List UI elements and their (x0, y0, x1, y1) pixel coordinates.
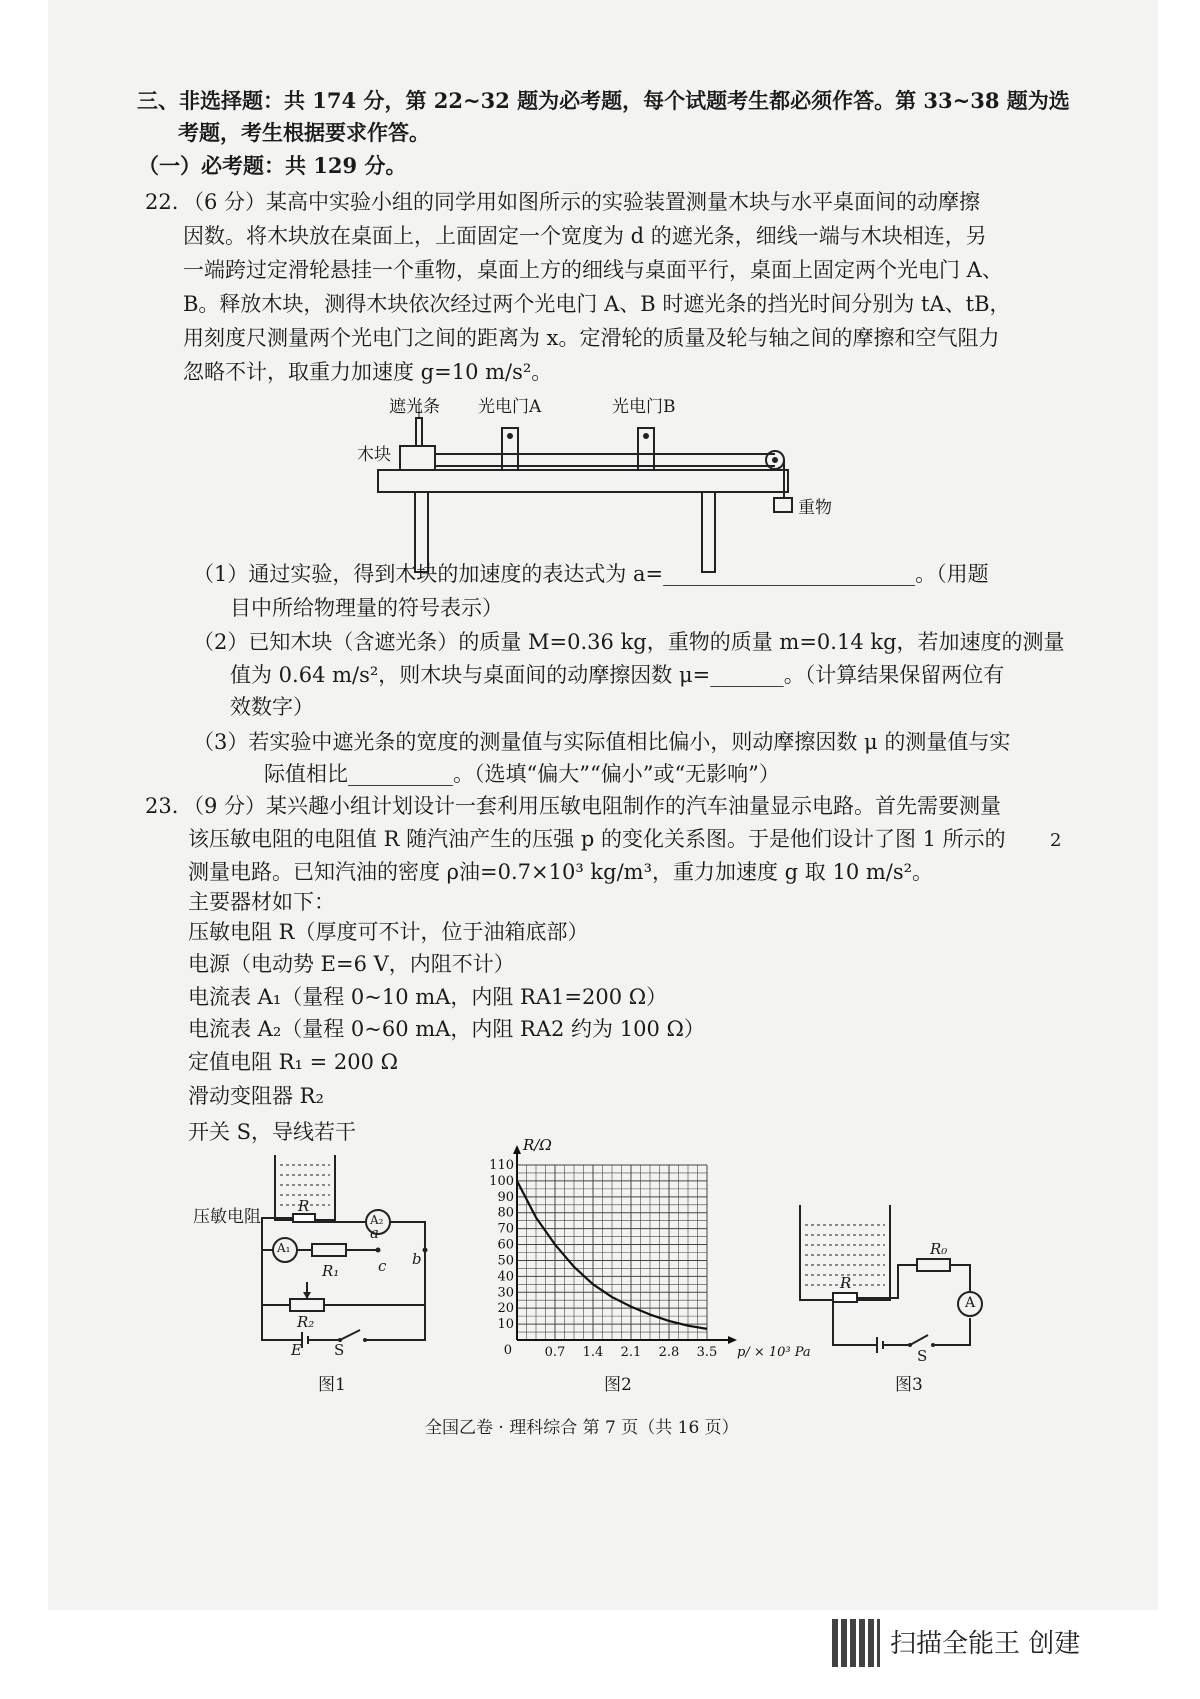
figure-2-chart (470, 1136, 811, 1360)
fig3-s-label: S (917, 1347, 928, 1365)
wood-block (400, 446, 435, 470)
y-tick-label: 40 (497, 1269, 514, 1285)
y-tick-label: 50 (497, 1253, 514, 1269)
q22-part1-line2: 目中所给物理量的符号表示） (230, 596, 503, 620)
fig1-b-label: b (412, 1250, 422, 1268)
section-heading-cont: 考题，考生根据要求作答。 (178, 120, 430, 145)
page-footer: 全国乙卷 · 理科综合 第 7 页（共 16 页） (425, 1418, 739, 1438)
shading-strip-label: 遮光条 (389, 397, 440, 417)
fig3-r0-label: R₀ (930, 1240, 948, 1258)
rheostat-r2 (290, 1299, 324, 1311)
q22-part3-line1: （3）若实验中遮光条的宽度的测量值与实际值相比偏小，则动摩擦因数 μ 的测量值与实 (193, 730, 1011, 754)
q22-line-4: B。释放木块，测得木块依次经过两个光电门 A、B 时遮光条的挡光时间分别为 tA、tB， (183, 292, 1011, 316)
fig3-caption: 图3 (895, 1375, 923, 1395)
switch-s (340, 1330, 360, 1340)
x-tick-label: 2.1 (620, 1345, 642, 1360)
q22-part2-line1: （2）已知木块（含遮光条）的质量 M=0.36 kg，重物的质量 m=0.14 kg，若加速度的测量 (193, 630, 1065, 654)
fig2-caption: 图2 (604, 1375, 632, 1395)
x-tick-label: 0.7 (544, 1345, 566, 1360)
shading-strip (416, 418, 422, 446)
q22-line-3: 一端跨过定滑轮悬挂一个重物，桌面上方的细线与桌面平行，桌面上固定两个光电门 A、 (183, 258, 1003, 282)
fig1-r2-label: R₂ (297, 1313, 315, 1331)
q22-part2-line2: 值为 0.64 m/s²，则木块与桌面间的动摩擦因数 μ=_______。（计算结果保留两位有 (230, 663, 1005, 687)
y-tick-label: 20 (497, 1301, 514, 1317)
sensor-label: 压敏电阻 (193, 1207, 261, 1227)
y-tick-label: 110 (489, 1158, 514, 1173)
subsection-heading: （一）必考题：共 129 分。 (138, 153, 407, 178)
fig3-r-label: R (840, 1274, 852, 1292)
equipment-item: 电源（电动势 E=6 V，内阻不计） (188, 952, 515, 976)
photogate-b-label: 光电门B (612, 397, 676, 417)
equipment-item: 电流表 A₁（量程 0~10 mA，内阻 RA1=200 Ω） (188, 985, 668, 1009)
q22-number: 22. (145, 190, 179, 214)
table-top (378, 470, 788, 492)
fig3-a-label: A (965, 1295, 976, 1311)
fig1-a1-label: A₁ (277, 1241, 291, 1255)
q22-line-1: （6 分）某高中实验小组的同学用如图所示的实验装置测量木块与水平桌面间的动摩擦 (183, 190, 981, 214)
x-axis-arrow (728, 1336, 737, 1344)
x-tick-label: 3.5 (696, 1345, 718, 1360)
scanner-watermark: 扫描全能王 创建 (890, 1629, 1081, 1659)
y-tick-label: 30 (497, 1285, 514, 1301)
y-tick-label: 90 (497, 1189, 514, 1205)
qr-code (832, 1619, 880, 1667)
q22-line-6: 忽略不计，取重力加速度 g=10 m/s²。 (183, 360, 553, 384)
equipment-item: 定值电阻 R₁ = 200 Ω (188, 1050, 399, 1074)
q23-number: 23. (145, 794, 179, 818)
q22-part1-line1: （1）通过实验，得到木块的加速度的表达式为 a=________________________。（用题 (193, 562, 989, 586)
y-tick-label: 100 (489, 1173, 514, 1189)
fig1-caption: 图1 (318, 1375, 346, 1395)
y-tick-label: 10 (497, 1317, 514, 1333)
fig1-a2-label: A₂ (370, 1213, 384, 1227)
equipment-item: 电流表 A₂（量程 0~60 mA，内阻 RA2 约为 100 Ω） (188, 1017, 705, 1041)
x-tick-label: 1.4 (582, 1345, 604, 1360)
equipment-item: 滑动变阻器 R₂ (188, 1084, 324, 1108)
resistor-r1 (312, 1244, 346, 1256)
fig1-c-label: c (378, 1257, 387, 1275)
q22-part3-line2: 际值相比__________。（选填“偏大”“偏小”或“无影响”） (264, 762, 780, 786)
fig1-e-label: E (291, 1341, 302, 1359)
equipment-item: 压敏电阻 R（厚度可不计，位于油箱底部） (188, 920, 589, 944)
resistor-r0 (917, 1259, 950, 1271)
q23-line-3: 测量电路。已知汽油的密度 ρ油=0.7×10³ kg/m³，重力加速度 g 取 10 m/s²。 (188, 860, 934, 884)
pressure-sensor-3 (833, 1293, 857, 1302)
y-axis-arrow (513, 1145, 521, 1154)
x-axis-label: p/ × 10³ Pa (737, 1345, 811, 1360)
fig1-a-label: a (370, 1224, 379, 1242)
photogate-a-label: 光电门A (478, 397, 542, 417)
figure-3-circuit (795, 1200, 995, 1365)
y-tick-label: 60 (497, 1237, 514, 1253)
y-tick-label: 70 (497, 1221, 514, 1237)
pressure-sensor (293, 1214, 315, 1222)
x-tick-label: 2.8 (658, 1345, 680, 1360)
fig1-r-label: R (298, 1197, 310, 1215)
margin-mark: 2 (1050, 830, 1062, 851)
figure-1-circuit (180, 1150, 450, 1370)
q22-line-2: 因数。将木块放在桌面上，上面固定一个宽度为 d 的遮光条，细线一端与木块相连，另 (183, 224, 987, 248)
section-heading: 三、非选择题：共 174 分，第 22~32 题为必考题，每个试题考生都必须作答。第 33~38 题为选 (137, 88, 1070, 113)
fig1-r1-label: R₁ (322, 1262, 340, 1280)
switch-s-3 (910, 1335, 928, 1345)
hanging-weight (774, 498, 792, 512)
origin-label: 0 (503, 1343, 512, 1358)
y-tick-label: 80 (497, 1205, 514, 1221)
y-axis-label: R/Ω (523, 1136, 552, 1154)
weight-label: 重物 (798, 498, 832, 518)
q22-line-5: 用刻度尺测量两个光电门之间的距离为 x。定滑轮的质量及轮与轴之间的摩擦和空气阻力 (183, 326, 1000, 350)
block-label: 木块 (357, 445, 391, 465)
fig1-s-label: S (334, 1341, 345, 1359)
equipment-item: 开关 S，导线若干 (188, 1120, 357, 1144)
q22-part2-line3: 效数字） (230, 695, 314, 719)
q23-line-2: 该压敏电阻的电阻值 R 随汽油产生的压强 p 的变化关系图。于是他们设计了图 1 所示的 (188, 827, 1006, 851)
equipment-title: 主要器材如下： (188, 890, 335, 914)
q23-line-1: （9 分）某兴趣小组计划设计一套利用压敏电阻制作的汽车油量显示电路。首先需要测量 (183, 794, 1002, 818)
